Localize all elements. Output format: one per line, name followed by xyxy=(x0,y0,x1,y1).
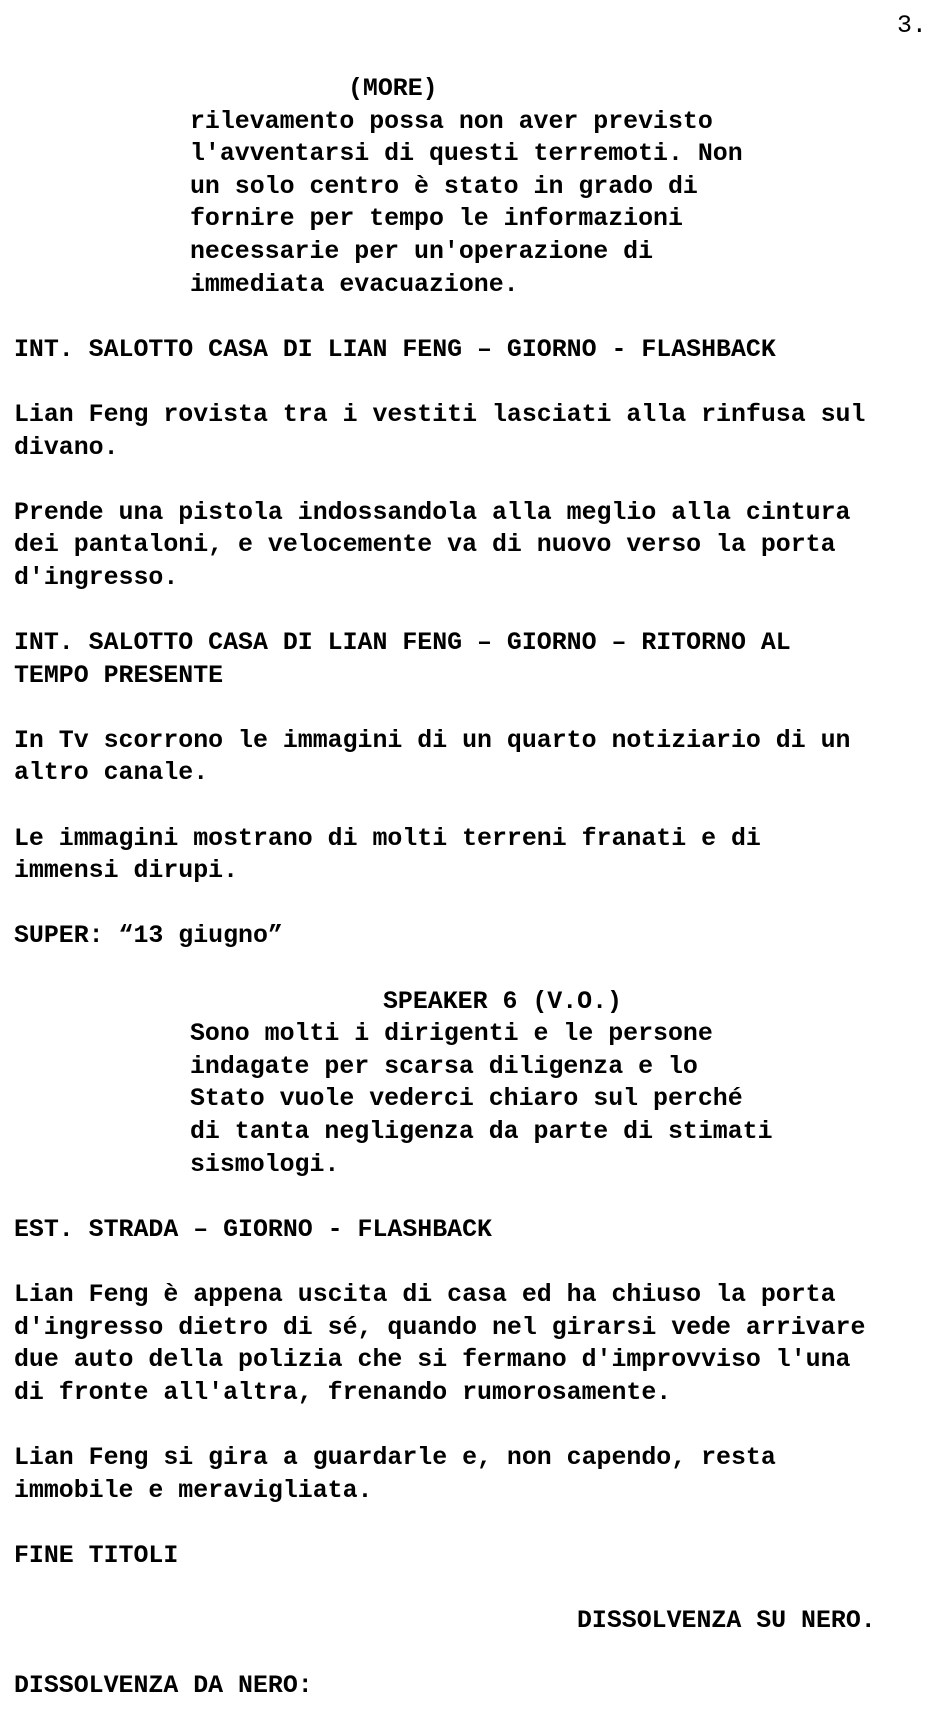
dialogue-line: rilevamento possa non aver previsto xyxy=(190,107,713,136)
action-line: Lian Feng è appena uscita di casa ed ha chiuso la porta xyxy=(14,1280,836,1309)
dialogue-line: l'avventarsi di questi terremoti. Non xyxy=(190,140,743,169)
scene-heading xyxy=(0,334,929,367)
scene-heading-line: EST. STRADA – GIORNO - FLASHBACK xyxy=(14,1215,492,1244)
dialogue-line: Sono molti i dirigenti e le persone xyxy=(190,1020,713,1049)
page-number: 3. xyxy=(897,12,927,40)
action-line: immobile e meravigliata. xyxy=(14,1476,373,1505)
action-line: dei pantaloni, e velocemente va di nuovo verso la porta xyxy=(14,531,836,560)
action-line: In Tv scorrono le immagini di un quarto notiziario di un xyxy=(14,726,851,755)
continued-dialogue xyxy=(0,106,929,302)
transition-block xyxy=(0,1670,929,1703)
action-line: Prende una pistola indossandola alla meglio alla cintura xyxy=(14,498,851,527)
dialogue-line: necessarie per un'operazione di xyxy=(190,237,654,266)
action-line: d'ingresso. xyxy=(14,563,179,592)
super-block xyxy=(0,920,929,953)
scene-heading-line: TEMPO PRESENTE xyxy=(14,661,224,690)
action-block xyxy=(0,497,929,595)
transition-fade-in: DISSOLVENZA DA NERO: xyxy=(14,1672,313,1701)
dialogue-line: un solo centro è stato in grado di xyxy=(190,172,698,201)
scene-heading-line: INT. SALOTTO CASA DI LIAN FENG – GIORNO - FLASHBACK xyxy=(14,335,776,364)
action-line: immensi dirupi. xyxy=(14,857,239,886)
dialogue-line: immediata evacuazione. xyxy=(190,270,519,299)
dialogue-line: sismologi. xyxy=(190,1150,340,1179)
action-line: Lian Feng rovista tra i vestiti lasciati alla rinfusa sul xyxy=(14,400,866,429)
dialogue-line: indagate per scarsa diligenza e lo xyxy=(190,1052,698,1081)
scene-heading xyxy=(0,1214,929,1247)
transition-fade-out: DISSOLVENZA SU NERO. xyxy=(577,1606,876,1635)
action-line: di fronte all'altra, frenando rumorosamente. xyxy=(14,1378,672,1407)
action-block xyxy=(0,1442,929,1507)
scene-heading xyxy=(0,627,929,692)
action-line: divano. xyxy=(14,433,119,462)
character-name: SPEAKER 6 (V.O.) xyxy=(383,987,622,1016)
action-line: due auto della polizia che si fermano d'improvviso l'una xyxy=(14,1346,851,1375)
dialogue-block xyxy=(0,1018,929,1181)
action-line: d'ingresso dietro di sé, quando nel girarsi vede arrivare xyxy=(14,1313,866,1342)
more-indicator: (MORE) xyxy=(348,75,438,103)
screenplay-page xyxy=(0,73,929,1703)
scene-heading-line: INT. SALOTTO CASA DI LIAN FENG – GIORNO – RITORNO AL xyxy=(14,629,791,658)
action-block xyxy=(0,725,929,790)
dialogue-line: fornire per tempo le informazioni xyxy=(190,205,683,234)
super-caption: SUPER: “13 giugno” xyxy=(14,922,283,951)
action-line: Le immagini mostrano di molti terreni franati e di xyxy=(14,824,761,853)
action-line: Lian Feng si gira a guardarle e, non capendo, resta xyxy=(14,1443,776,1472)
dialogue-line: Stato vuole vederci chiaro sul perché xyxy=(190,1085,743,1114)
action-block xyxy=(0,399,929,464)
action-line: altro canale. xyxy=(14,759,209,788)
end-titles-block xyxy=(0,1540,929,1573)
action-block xyxy=(0,1279,929,1409)
action-block xyxy=(0,823,929,888)
dialogue-line: di tanta negligenza da parte di stimati xyxy=(190,1118,773,1146)
end-titles: FINE TITOLI xyxy=(14,1541,179,1570)
